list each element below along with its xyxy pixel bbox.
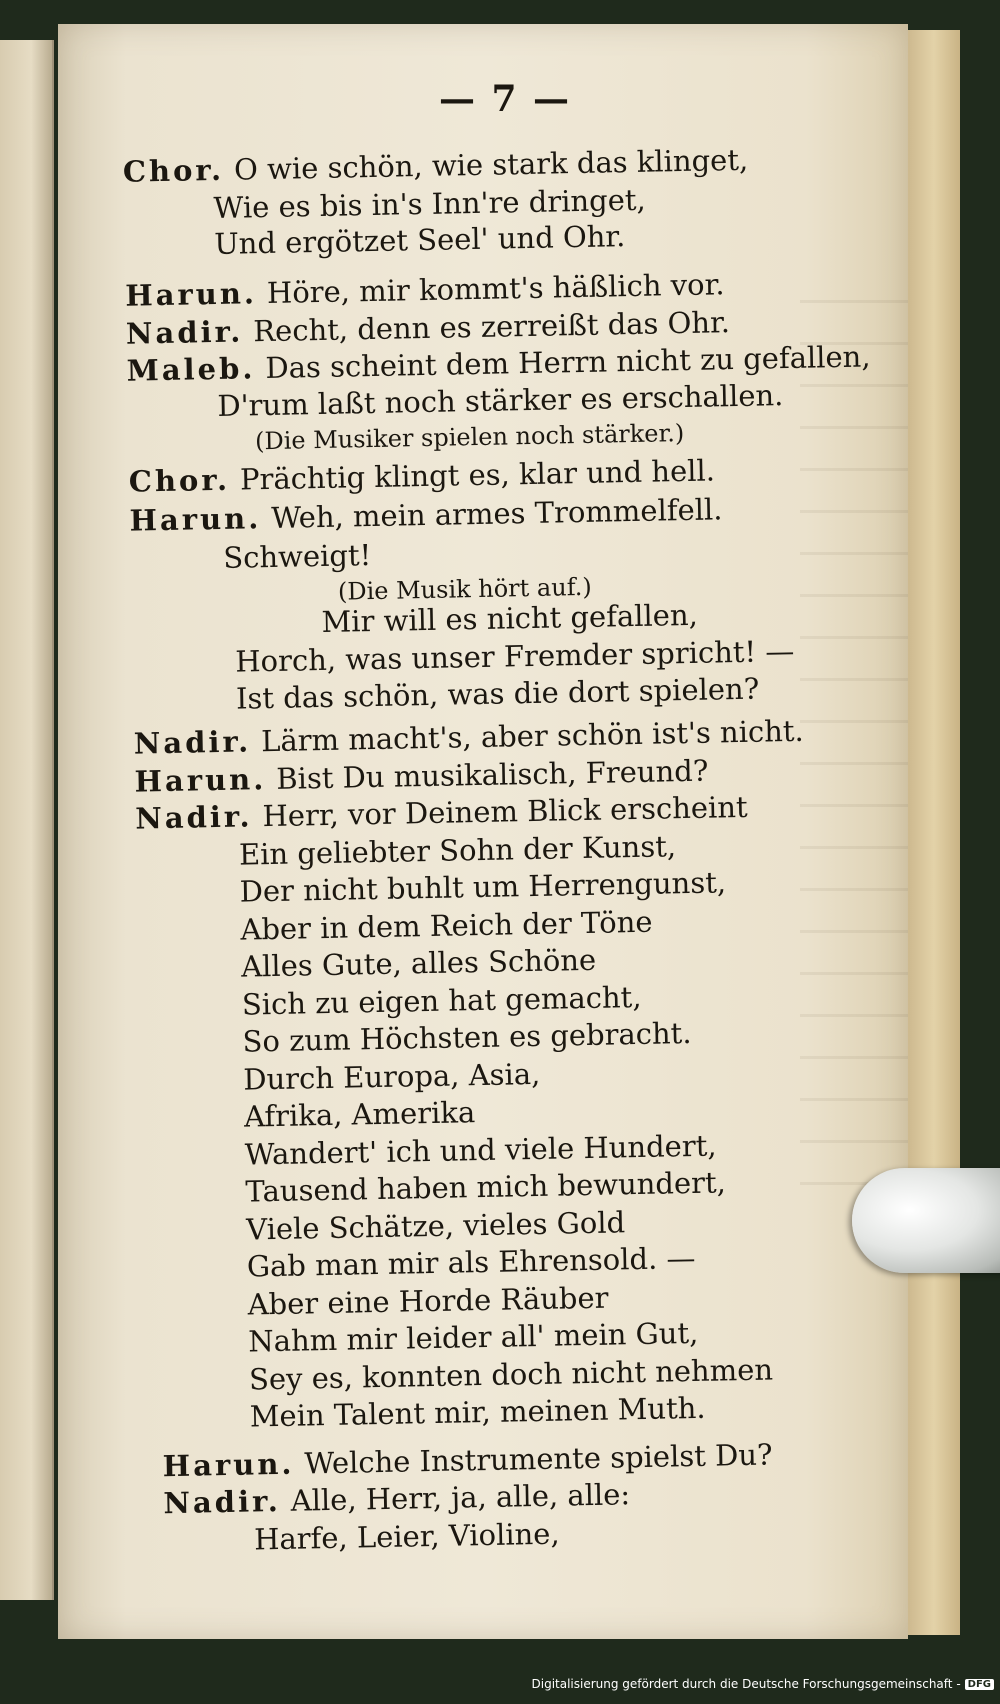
text-line — [240, 905, 653, 947]
text-line — [163, 1477, 630, 1520]
text-line — [162, 1438, 772, 1484]
line-text: Welche Instrumente spielst Du? — [304, 1437, 773, 1481]
line-text: O wie schön, wie stark das klinget, — [233, 142, 749, 187]
line-text: Aber eine Horde Räuber — [247, 1280, 609, 1322]
text-line — [239, 865, 726, 908]
text-line — [214, 219, 626, 261]
line-text: Harfe, Leier, Violine, — [253, 1516, 560, 1557]
line-text: Alles Gute, alles Schöne — [240, 942, 597, 984]
text-line — [249, 1352, 774, 1396]
line-text: Prächtig klingt es, klar und hell. — [239, 453, 716, 497]
speaker-name: Harun. — [134, 762, 267, 799]
line-text: Ein geliebter Sohn der Kunst, — [238, 829, 677, 872]
text-line — [241, 943, 597, 984]
line-text: Wie es bis in's Inn're dringet, — [213, 182, 647, 226]
line-text: Tausend haben mich bewundert, — [245, 1165, 727, 1209]
text-line — [236, 672, 760, 716]
text-line — [223, 538, 372, 575]
line-text: Schweigt! — [222, 538, 372, 575]
footer-text: Digitalisierung gefördert durch die Deutsche Forschungsgemeinschaft - — [531, 1677, 961, 1691]
line-text: D'rum laßt noch stärker es erschallen. — [217, 378, 784, 423]
speaker-name: Maleb. — [126, 351, 256, 388]
text-line — [245, 1165, 726, 1208]
line-text: Sich zu eigen hat gemacht, — [241, 979, 642, 1022]
line-text: Ist das schön, was die dort spielen? — [235, 671, 760, 716]
line-text: So zum Höchsten es gebracht. — [242, 1015, 692, 1059]
stage-direction: (Die Musiker spielen noch stärker.) — [254, 419, 685, 456]
text-line — [254, 1517, 560, 1557]
page-number: — 7 — — [438, 78, 572, 120]
line-text: Der nicht buhlt um Herrengunst, — [239, 865, 727, 909]
line-text: Mir will es nicht gefallen, — [321, 597, 699, 640]
text-line — [247, 1241, 696, 1284]
text-line — [247, 1281, 608, 1322]
text-line — [244, 1095, 476, 1133]
text-line — [255, 414, 685, 458]
line-text: Alle, Herr, ja, alle, alle: — [290, 1477, 631, 1518]
text-line — [243, 1057, 541, 1097]
stage-direction: (Die Musik hört auf.) — [337, 572, 592, 606]
line-text: Lärm macht's, aber schön ist's nicht. — [260, 713, 805, 759]
line-text: Recht, denn es zerreißt das Ohr. — [252, 305, 731, 349]
line-text: Viele Schätze, vieles Gold — [245, 1205, 626, 1247]
line-text: Nahm mir leider all' mein Gut, — [248, 1315, 699, 1359]
speaker-name: Nadir. — [163, 1483, 282, 1521]
text-line — [244, 1129, 716, 1172]
speaker-name: Harun. — [129, 501, 262, 538]
text-line — [249, 1391, 705, 1434]
line-text: Wandert' ich und viele Hundert, — [244, 1128, 717, 1172]
line-text: Bist Du musikalisch, Freund? — [275, 753, 709, 796]
speaker-name: Harun. — [124, 276, 258, 313]
text-line — [125, 267, 725, 312]
text-line — [248, 1316, 699, 1359]
funding-footer — [532, 1677, 995, 1691]
line-text: Gab man mir als Ehrensold. — — [246, 1240, 696, 1284]
line-text: Das scheint dem Herrn nicht zu gefallen, — [265, 339, 871, 386]
speaker-name: Nadir. — [125, 314, 244, 351]
line-text: Horch, was unser Fremder spricht! — — [234, 633, 795, 679]
text-line — [128, 453, 715, 498]
line-text: Herr, vor Deinem Blick erscheint — [262, 789, 748, 834]
line-text: Höre, mir kommt's häßlich vor. — [266, 267, 725, 310]
text-line — [321, 598, 698, 639]
line-text: Sey es, konnten doch nicht nehmen — [248, 1352, 774, 1397]
dfg-logo: DFG — [965, 1679, 994, 1690]
speaker-name: Nadir. — [134, 799, 253, 836]
line-text: Afrika, Amerika — [243, 1095, 476, 1134]
text-line — [242, 1016, 692, 1059]
text-line — [213, 183, 646, 225]
line-text: Und ergötzet Seel' und Ohr. — [213, 219, 626, 261]
line-text: Weh, mein armes Trommelfell. — [270, 492, 723, 535]
text-line — [123, 143, 749, 189]
text-line — [239, 829, 677, 871]
line-text: Mein Talent mir, meinen Muth. — [249, 1390, 706, 1434]
speaker-name: Nadir. — [133, 724, 252, 761]
line-text: Aber in dem Reich der Töne — [240, 904, 653, 947]
text-line — [129, 492, 723, 537]
line-text: Durch Europa, Asia, — [242, 1056, 541, 1097]
text-line — [217, 378, 784, 423]
speaker-name: Chor. — [128, 462, 231, 499]
text-line — [246, 1205, 626, 1246]
speaker-name: Harun. — [162, 1446, 295, 1484]
text-line — [242, 980, 642, 1022]
speaker-name: Chor. — [122, 152, 225, 189]
